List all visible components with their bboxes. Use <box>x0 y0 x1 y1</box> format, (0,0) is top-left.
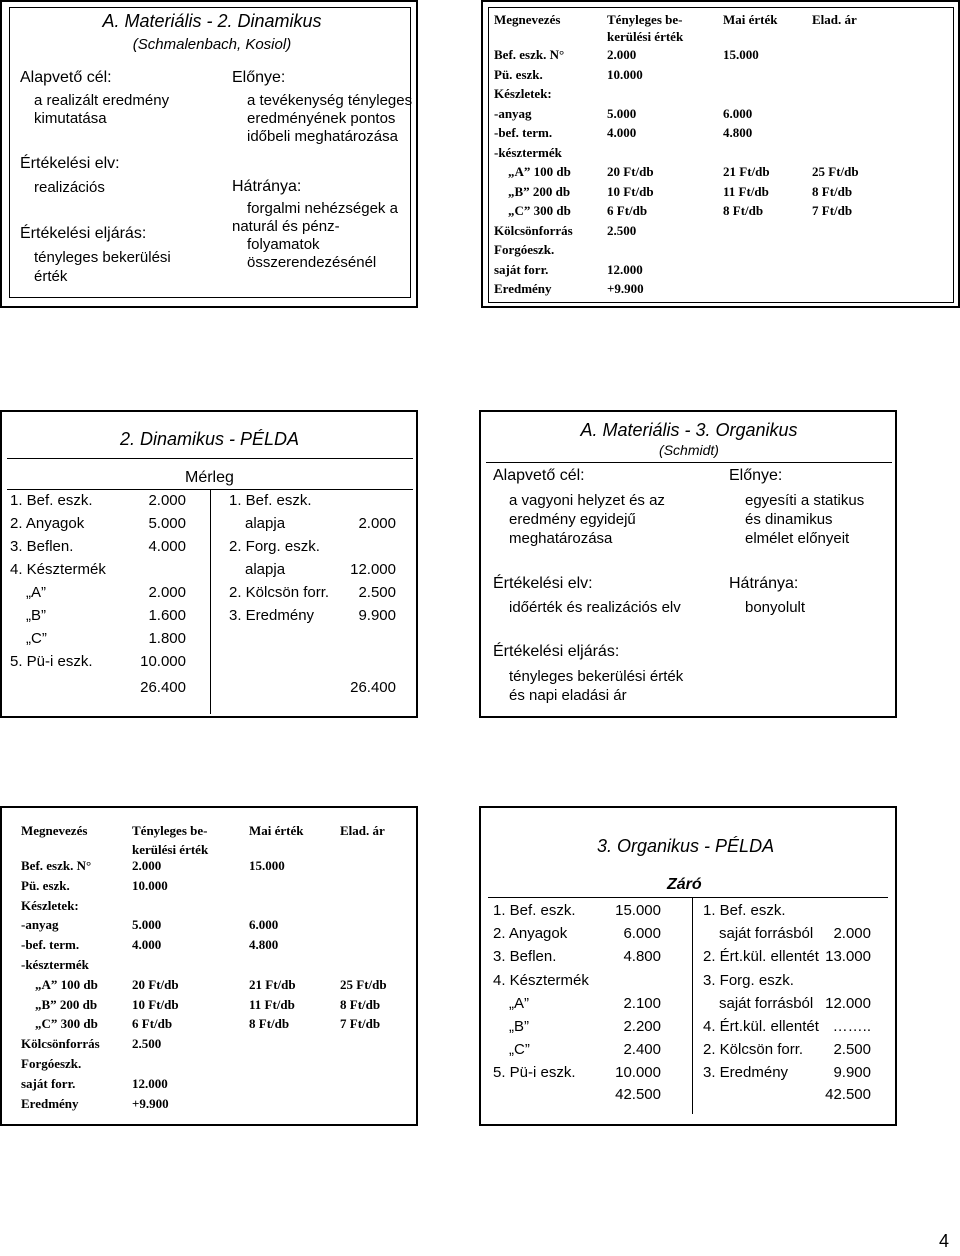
table-cell: 5.000 <box>607 105 637 121</box>
row-label: Forgóeszk. <box>494 242 555 257</box>
table-cell: 8 Ft/db <box>723 203 764 218</box>
liability-label: 1. Bef. eszk. <box>229 492 312 509</box>
liability-value: …….. <box>832 1018 871 1035</box>
asset-label: „B” <box>509 1018 529 1035</box>
elony-text-2: eredményének pontos <box>247 110 396 127</box>
table-cell: 8 Ft/db <box>812 183 853 199</box>
cel-label: Alapvető cél: <box>493 467 585 484</box>
slide-title: A. Materiális - 2. Dinamikus <box>102 11 322 31</box>
slide-subtitle: (Schmidt) <box>659 442 719 458</box>
asset-value: 1.600 <box>148 607 186 624</box>
liability-label: 2. Ért.kül. ellentét <box>703 948 819 966</box>
row-label: Kölcsönforrás <box>494 222 573 238</box>
slide-title: A. Materiális - 3. Organikus <box>580 420 798 440</box>
table-cell: 10 Ft/db <box>607 183 654 199</box>
table-cell: 10.000 <box>132 877 168 893</box>
row-label: „C” 300 db <box>35 1016 98 1032</box>
cel-text-1: a realizált eredmény <box>34 92 170 109</box>
liability-label: alapja <box>245 515 286 532</box>
asset-label: 2. Anyagok <box>10 515 85 532</box>
asset-value: 2.400 <box>623 1041 661 1059</box>
asset-label: „C” <box>509 1041 530 1059</box>
asset-value: 5.000 <box>148 515 186 532</box>
liability-value: 2.000 <box>833 925 871 943</box>
row-label: saját forr. <box>494 261 549 277</box>
elv-text: időérték és realizációs elv <box>509 599 681 616</box>
table-cell: 15.000 <box>249 858 285 873</box>
hatrany-text-1: forgalmi nehézségek a <box>247 200 398 217</box>
eljaras-label: Értékelési eljárás: <box>20 225 147 242</box>
row-label: Készletek: <box>494 86 552 101</box>
table-cell: 2.000 <box>607 47 637 62</box>
table-cell: 6 Ft/db <box>607 203 648 218</box>
liability-value: 12.000 <box>825 994 871 1012</box>
col-header-mai-ertek: Mai érték <box>723 12 778 27</box>
table-cell: 2.500 <box>132 1036 162 1052</box>
hatrany-text: bonyolult <box>745 599 806 616</box>
table-cell: 4.800 <box>723 125 753 140</box>
table-cell: 11 Ft/db <box>249 996 295 1012</box>
eljaras-text-1: tényleges bekerülési érték <box>509 668 684 685</box>
slide-data-table <box>481 0 960 308</box>
balance-divider <box>692 897 693 1114</box>
table-cell: 8 Ft/db <box>249 1016 290 1032</box>
asset-value: 4.800 <box>623 948 661 966</box>
row-label: Forgóeszk. <box>21 1056 82 1071</box>
table-cell: 15.000 <box>723 47 759 62</box>
table-cell: 12.000 <box>607 261 643 277</box>
col-header-tenyleges-2: kerülési érték <box>607 29 684 44</box>
table-cell: 21 Ft/db <box>723 164 770 179</box>
table-cell: 21 Ft/db <box>249 976 296 992</box>
asset-label: „A” <box>509 994 529 1012</box>
elony-text-2: és dinamikus <box>745 511 833 528</box>
row-label: -késztermék <box>494 144 562 160</box>
asset-value: 2.000 <box>148 492 186 509</box>
hatrany-text-2: naturál és pénz- <box>232 218 340 235</box>
liability-label: 2. Kölcsön forr. <box>229 584 330 601</box>
cel-text-2: kimutatása <box>34 110 107 127</box>
asset-label: 1. Bef. eszk. <box>10 492 93 509</box>
slide-materialis-organikus <box>479 410 897 718</box>
col-header-mai-ertek: Mai érték <box>249 823 304 838</box>
liabilities-total: 42.500 <box>825 1086 871 1103</box>
row-label: -késztermék <box>21 957 89 972</box>
liability-label: 3. Eredmény <box>229 607 315 624</box>
asset-value: 4.000 <box>148 538 186 555</box>
slide-materialis-dinamikus <box>0 0 418 308</box>
asset-label: 5. Pü-i eszk. <box>10 653 93 670</box>
cel-text-1: a vagyoni helyzet és az <box>509 492 665 509</box>
table-cell: 20 Ft/db <box>132 976 179 992</box>
row-label: Pü. eszk. <box>494 66 543 82</box>
table-cell: +9.900 <box>132 1095 169 1111</box>
slide-subtitle: (Schmalenbach, Kosiol) <box>132 36 292 53</box>
table-cell: 7 Ft/db <box>812 203 853 218</box>
liability-value: 2.500 <box>833 1041 871 1059</box>
asset-label: 4. Késztermék <box>10 561 106 578</box>
row-label: „C” 300 db <box>508 203 571 218</box>
table-cell: 2.500 <box>607 222 637 238</box>
elony-text-1: a tevékenység tényleges <box>247 92 413 109</box>
elv-label: Értékelési elv: <box>20 155 120 172</box>
table-cell: 5.000 <box>132 917 162 933</box>
hatrany-text-3: folyamatok <box>247 236 320 253</box>
asset-value: 10.000 <box>140 653 186 670</box>
asset-label: 3. Beflen. <box>10 538 74 555</box>
asset-value: 1.800 <box>148 630 186 647</box>
asset-value: 15.000 <box>615 902 661 919</box>
hatrany-text-4: összerendezésénél <box>247 254 377 271</box>
table-cell: 4.000 <box>607 125 637 140</box>
elv-label: Értékelési elv: <box>493 575 593 592</box>
eljaras-label: Értékelési eljárás: <box>493 643 620 660</box>
row-label: „A” 100 db <box>35 976 98 992</box>
liabilities-total: 26.400 <box>350 679 396 696</box>
col-header-megnevezes: Megnevezés <box>21 823 88 838</box>
elony-text-3: időbeli meghatározása <box>247 128 398 145</box>
asset-label: 5. Pü-i eszk. <box>493 1064 576 1082</box>
table-cell: 25 Ft/db <box>340 976 387 992</box>
row-label: -bef. term. <box>494 125 553 140</box>
cel-text-3: meghatározása <box>509 530 613 547</box>
table-cell: 2.000 <box>132 858 162 873</box>
asset-value: 10.000 <box>615 1064 661 1082</box>
liability-label: saját forrásból <box>719 925 814 943</box>
zaro-label: Záró <box>667 876 702 893</box>
asset-label: „A” <box>26 584 46 601</box>
col-header-elad-ar: Elad. ár <box>340 823 385 838</box>
title-rule <box>7 458 413 459</box>
row-label: saját forr. <box>21 1075 76 1091</box>
asset-value: 2.200 <box>623 1018 661 1035</box>
merleg-label: Mérleg <box>185 469 234 486</box>
liability-value: 9.900 <box>833 1064 871 1082</box>
asset-label: 1. Bef. eszk. <box>493 902 576 919</box>
balance-divider <box>210 489 211 714</box>
asset-label: 2. Anyagok <box>493 925 568 943</box>
table-cell: 8 Ft/db <box>340 996 381 1012</box>
slide-data-table-2 <box>0 806 418 1126</box>
slide-title: 2. Dinamikus - PÉLDA <box>120 429 300 449</box>
row-label: „B” 200 db <box>35 996 98 1012</box>
row-label: -anyag <box>494 105 532 121</box>
table-cell: 10.000 <box>607 66 643 82</box>
slide-organikus-pelda <box>479 806 897 1126</box>
row-label: Eredmény <box>494 281 552 296</box>
elony-label: Előnye: <box>729 467 783 484</box>
table-cell: +9.900 <box>607 281 644 296</box>
balance-top-rule <box>488 897 888 898</box>
row-label: „B” 200 db <box>508 183 571 199</box>
elony-text-3: elmélet előnyeit <box>745 530 850 547</box>
row-label: Bef. eszk. N° <box>494 47 565 62</box>
liability-value: 12.000 <box>350 561 396 578</box>
liability-label: 2. Forg. eszk. <box>229 538 320 555</box>
row-label: Eredmény <box>21 1095 79 1111</box>
liability-label: 3. Forg. eszk. <box>703 971 794 989</box>
col-header-megnevezes: Megnevezés <box>494 12 561 27</box>
row-label: -bef. term. <box>21 937 80 953</box>
table-cell: 6.000 <box>723 105 753 121</box>
row-label: Pü. eszk. <box>21 877 70 893</box>
row-label: -anyag <box>21 917 59 933</box>
liability-label: 2. Kölcsön forr. <box>703 1041 804 1059</box>
col-header-tenyleges-2: kerülési érték <box>132 842 209 857</box>
liability-value: 2.000 <box>358 515 396 532</box>
slide-dinamikus-pelda <box>0 410 418 718</box>
table-cell: 10 Ft/db <box>132 996 179 1012</box>
col-header-elad-ar: Elad. ár <box>812 12 857 27</box>
table-cell: 6 Ft/db <box>132 1016 173 1032</box>
asset-label: 3. Beflen. <box>493 948 557 966</box>
liability-label: alapja <box>245 561 286 578</box>
table-cell: 11 Ft/db <box>723 183 769 199</box>
row-label: Készletek: <box>21 897 79 913</box>
cel-label: Alapvető cél: <box>20 69 112 86</box>
title-rule <box>486 462 892 463</box>
eljaras-text-2: és napi eladási ár <box>509 687 627 704</box>
liability-value: 13.000 <box>825 948 871 966</box>
liability-label: saját forrásból <box>719 994 814 1012</box>
liability-label: 3. Eredmény <box>703 1064 789 1082</box>
elony-label: Előnye: <box>232 69 286 86</box>
hatrany-label: Hátránya: <box>232 178 302 195</box>
row-label: Kölcsönforrás <box>21 1036 100 1052</box>
table-cell: 4.800 <box>249 937 279 953</box>
assets-total: 26.400 <box>140 679 186 696</box>
asset-label: „C” <box>26 630 47 647</box>
eljaras-text-2: érték <box>34 268 68 285</box>
col-header-tenyleges-1: Tényleges be- <box>607 12 683 27</box>
hatrany-label: Hátránya: <box>729 575 799 592</box>
table-cell: 4.000 <box>132 937 162 953</box>
asset-value: 2.000 <box>148 584 186 601</box>
table-cell: 12.000 <box>132 1075 168 1091</box>
elony-text-1: egyesíti a statikus <box>745 492 865 509</box>
asset-label: „B” <box>26 607 46 624</box>
table-cell: 25 Ft/db <box>812 164 859 179</box>
eljaras-text-1: tényleges bekerülési <box>34 249 171 266</box>
elv-text: realizációs <box>34 179 105 196</box>
liability-label: 1. Bef. eszk. <box>703 902 786 919</box>
asset-value: 6.000 <box>623 925 661 943</box>
liability-value: 9.900 <box>358 607 396 624</box>
table-cell: 7 Ft/db <box>340 1016 381 1032</box>
row-label: Bef. eszk. N° <box>21 858 92 873</box>
asset-value: 2.100 <box>623 994 661 1012</box>
page-number: 4 <box>939 1231 950 1251</box>
asset-label: 4. Késztermék <box>493 971 589 989</box>
table-cell: 20 Ft/db <box>607 164 654 179</box>
liability-label: 4. Ért.kül. ellentét <box>703 1018 819 1035</box>
col-header-tenyleges-1: Tényleges be- <box>132 823 208 838</box>
table-cell: 6.000 <box>249 917 279 933</box>
slide-title: 3. Organikus - PÉLDA <box>597 836 775 856</box>
cel-text-2: eredmény egyidejű <box>509 511 636 528</box>
assets-total: 42.500 <box>615 1086 661 1103</box>
liability-value: 2.500 <box>358 584 396 601</box>
row-label: „A” 100 db <box>508 164 571 179</box>
